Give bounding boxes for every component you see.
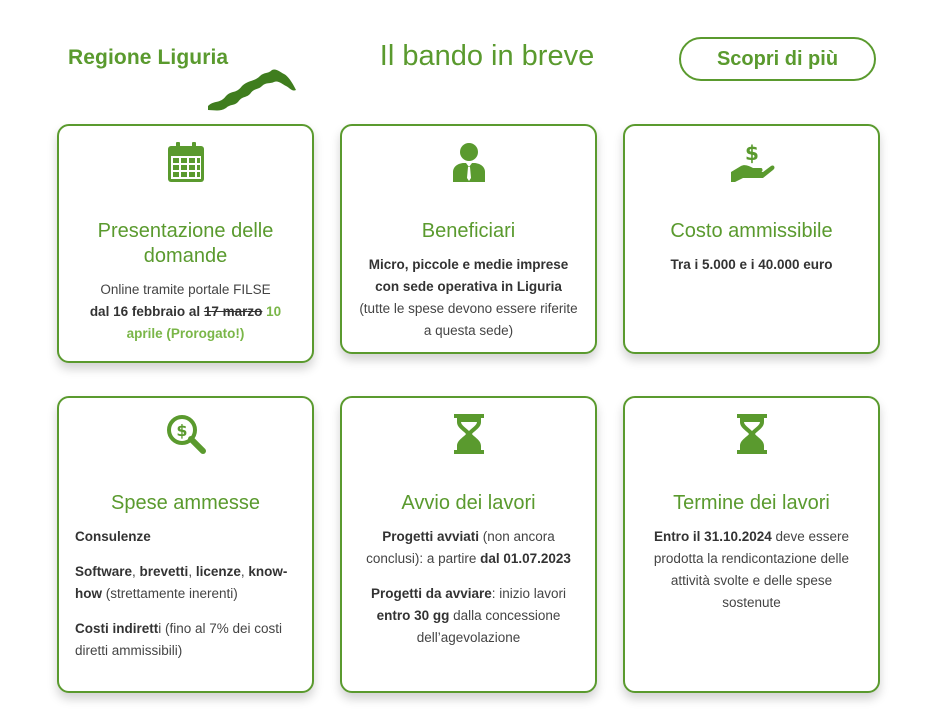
business-person-icon bbox=[358, 142, 579, 196]
card-presentation bbox=[57, 124, 314, 363]
card-body bbox=[75, 279, 296, 345]
card-title: Avvio dei lavori bbox=[401, 492, 536, 514]
card-title: Beneficiari bbox=[421, 220, 516, 242]
card-body bbox=[641, 526, 862, 614]
card-body bbox=[75, 526, 296, 662]
card-body bbox=[641, 254, 862, 276]
calendar-icon bbox=[75, 142, 296, 196]
deadline-text: deve essere prodotta la rendicontazione delle attività svolte e delle spese sostenute bbox=[653, 529, 850, 610]
list-item: Software, brevetti, licenze, know-how (strettamente inerenti) bbox=[75, 564, 288, 601]
card-eligible-cost bbox=[623, 124, 880, 354]
deadline: Entro il 31.10.2024 bbox=[653, 529, 772, 544]
struck-date: 17 marzo bbox=[203, 304, 263, 319]
card-title: Costo ammissibile bbox=[670, 220, 833, 242]
page-title: Il bando in breve bbox=[379, 40, 595, 72]
discover-more-button[interactable]: Scopri di più bbox=[679, 37, 876, 81]
beneficiaries-text: Micro, piccole e medie imprese con sede operativa in Liguria bbox=[368, 257, 569, 294]
card-work-start bbox=[340, 396, 597, 693]
hand-dollar-icon bbox=[641, 142, 862, 196]
card-body bbox=[358, 254, 579, 342]
date-prefix: dal 16 febbraio al bbox=[89, 304, 204, 319]
card-work-end bbox=[623, 396, 880, 693]
hourglass-icon bbox=[641, 414, 862, 468]
logo-text: Regione Liguria bbox=[68, 46, 229, 69]
card-line: Online tramite portale FILSE bbox=[100, 282, 271, 297]
card-title: Termine dei lavori bbox=[673, 492, 830, 514]
new-date: 10 aprile (Prorogato!) bbox=[126, 304, 282, 341]
list-item: Costi indiretti (fino al 7% dei costi diretti ammissibili) bbox=[75, 621, 283, 658]
card-title: Presentazione delle domande bbox=[97, 220, 274, 267]
svg-text:$: $ bbox=[175, 421, 188, 440]
search-dollar-icon bbox=[75, 414, 296, 468]
card-title: Spese ammesse bbox=[111, 492, 260, 514]
paragraph: Progetti avviati (non ancora conclusi): a partire dal 01.07.2023 bbox=[366, 529, 571, 566]
list-item: Consulenze bbox=[75, 529, 151, 544]
card-body bbox=[358, 526, 579, 649]
svg-text:$: $ bbox=[744, 142, 759, 165]
card-beneficiaries bbox=[340, 124, 597, 354]
beneficiaries-note: (tutte le spese devono essere riferite a questa sede) bbox=[359, 301, 578, 338]
cost-range: Tra i 5.000 e i 40.000 euro bbox=[670, 257, 833, 272]
card-allowed-expenses bbox=[57, 396, 314, 693]
hourglass-icon bbox=[358, 414, 579, 468]
paragraph: Progetti da avviare: inizio lavori entro 30 gg dalla concessione dell’agevolazione bbox=[370, 586, 567, 645]
